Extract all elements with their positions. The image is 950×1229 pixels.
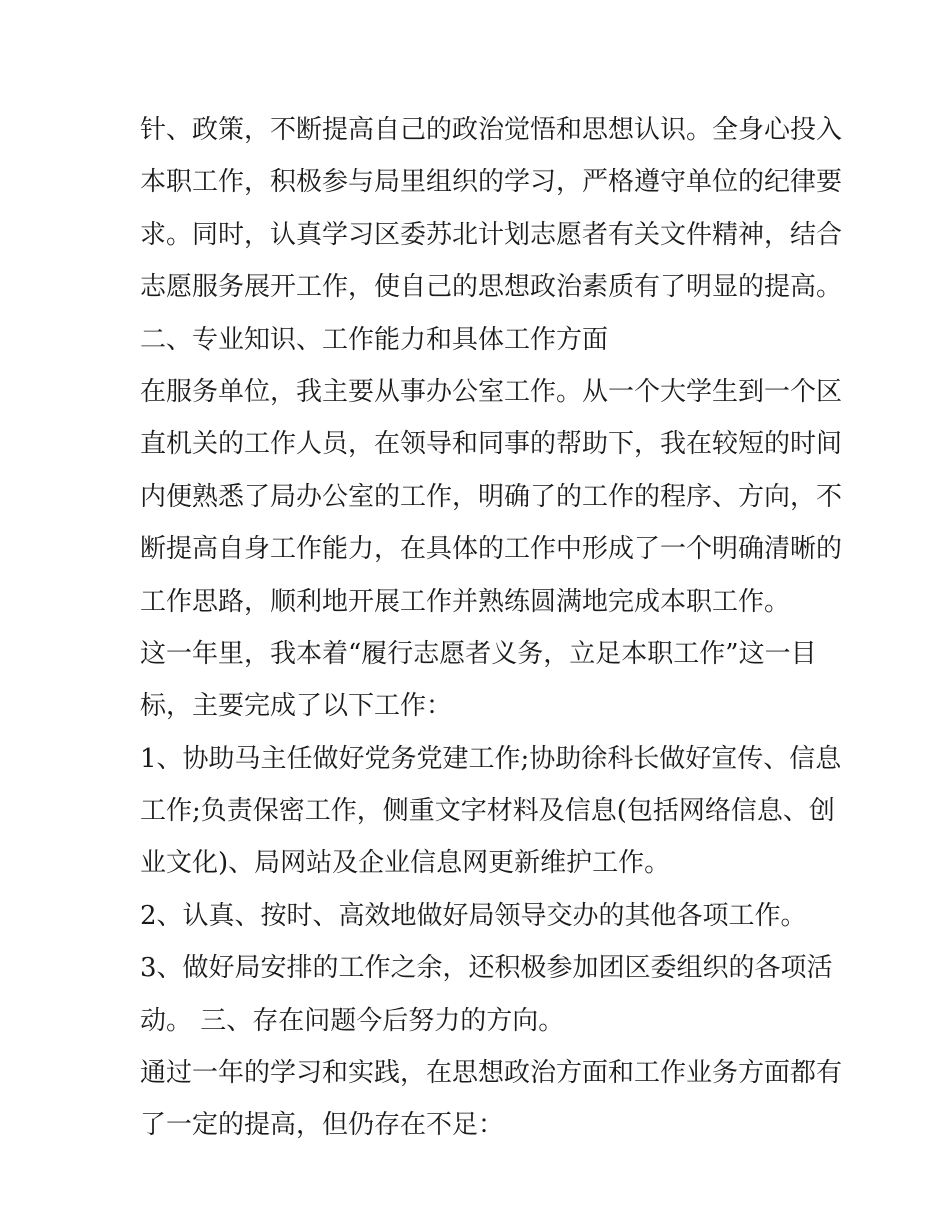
text-line: 通过一年的学习和实践，在思想政治方面和工作业务方面都有 (140, 1058, 843, 1089)
text-line: 直机关的工作人员，在领导和同事的帮助下，我在较短的时间 (140, 429, 843, 460)
list-item-1: 1、协助马主任做好党务党建工作;协助徐科长做好宣传、信息 (140, 743, 842, 774)
list-item-3: 3、做好局安排的工作之余，还积极参加团区委组织的各项活 (140, 953, 833, 984)
text-line: 断提高自身工作能力，在具体的工作中形成了一个明确清晰的 (140, 534, 843, 565)
section-heading-2: 二、专业知识、工作能力和具体工作方面 (140, 324, 609, 355)
text-line: 业文化)、局网站及企业信息网更新维护工作。 (140, 848, 671, 879)
text-line: 针、政策，不断提高自己的政治觉悟和思想认识。全身心投入 (140, 115, 843, 145)
text-line: 内便熟悉了局办公室的工作，明确了的工作的程序、方向，不 (140, 481, 843, 512)
text-line: 求。同时，认真学习区委苏北计划志愿者有关文件精神，结合 (140, 219, 843, 250)
text-line: 标，主要完成了以下工作： (140, 691, 453, 722)
section-heading-3: 动。 三、存在问题今后努力的方向。 (140, 1005, 565, 1036)
text-line: 志愿服务展开工作，使自己的思想政治素质有了明显的提高。 (140, 272, 843, 303)
text-line: 工作;负责保密工作，侧重文字材料及信息(包括网络信息、创 (140, 796, 835, 827)
document-body (140, 104, 843, 1152)
text-line: 这一年里，我本着“履行志愿者义务，立足本职工作”这一目 (140, 638, 817, 669)
text-line: 在服务单位，我主要从事办公室工作。从一个大学生到一个区 (140, 376, 843, 407)
text-line: 工作思路，顺利地开展工作并熟练圆满地完成本职工作。 (140, 586, 791, 617)
text-line: 本职工作，积极参与局里组织的学习，严格遵守单位的纪律要 (140, 167, 843, 198)
list-item-2: 2、认真、按时、高效地做好局领导交办的其他各项工作。 (140, 900, 807, 931)
text-line: 了一定的提高，但仍存在不足： (140, 1110, 505, 1141)
